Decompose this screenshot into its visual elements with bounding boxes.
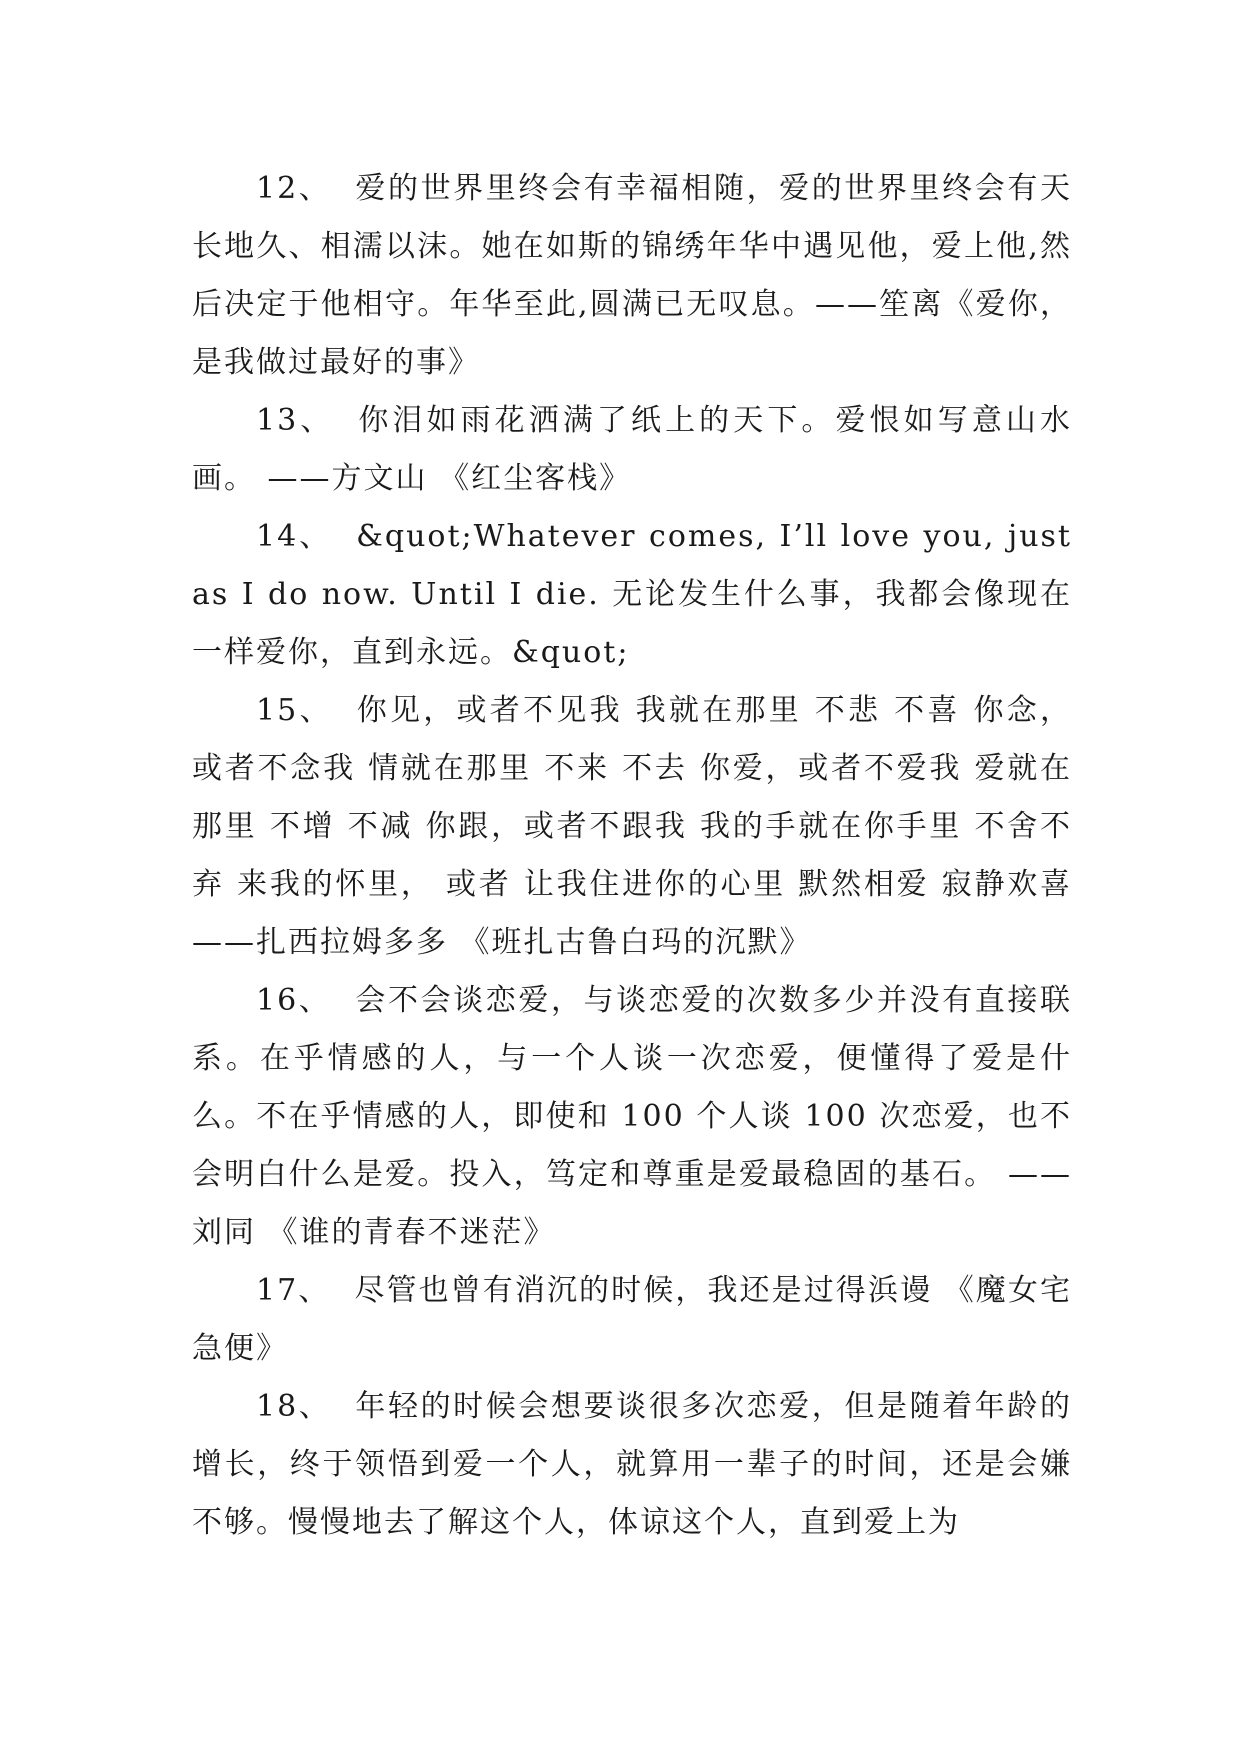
paragraph-13 (192, 392, 1072, 508)
paragraph-16 (192, 972, 1072, 1262)
paragraph-number: 15、 (256, 693, 333, 728)
paragraph-12 (192, 160, 1072, 392)
paragraph-text: 会不会谈恋爱，与谈恋爱的次数多少并没有直接联系。在乎情感的人，与一个人谈一次恋爱，便懂得了爱是什么。不在乎情感的人，即使和 100 个人谈 100 次恋爱，也不会明白什么是爱。投入，笃定和尊重是爱最稳固的基石。 ——刘同 《谁的青春不迷茫》 (192, 983, 1072, 1250)
paragraph-text: 尽管也曾有消沉的时候，我还是过得浜谩 《魔女宅急便》 (192, 1273, 1072, 1366)
document-body (192, 160, 1072, 1552)
paragraph-14 (192, 508, 1072, 682)
paragraph-number: 13、 (256, 403, 335, 438)
paragraph-text: &quot;Whatever comes, I’ll love you, just as I do now. Until I die. 无论发生什么事，我都会像现在一样爱你，直到永远。&quot; (192, 519, 1072, 670)
paragraph-number: 16、 (256, 983, 332, 1018)
paragraph-number: 12、 (256, 171, 332, 206)
paragraph-text: 年轻的时候会想要谈很多次恋爱，但是随着年龄的增长，终于领悟到爱一个人，就算用一辈子的时间，还是会嫌不够。慢慢地去了解这个人，体谅这个人，直到爱上为 (192, 1389, 1072, 1540)
paragraph-text: 爱的世界里终会有幸福相随，爱的世界里终会有天长地久、相濡以沫。她在如斯的锦绣年华中遇见他，爱上他,然后决定于他相守。年华至此,圆满已无叹息。——笙离《爱你，是我做过最好的事》 (192, 171, 1072, 380)
paragraph-number: 14、 (256, 519, 333, 554)
paragraph-15 (192, 682, 1072, 972)
paragraph-18 (192, 1378, 1072, 1552)
paragraph-number: 18、 (256, 1389, 332, 1424)
paragraph-number: 17、 (256, 1273, 331, 1308)
paragraph-text: 你见，或者不见我 我就在那里 不悲 不喜 你念，或者不念我 情就在那里 不来 不去 你爱，或者不爱我 爱就在那里 不增 不减 你跟，或者不跟我 我的手就在你手里 不舍不弃 来我的怀里， 或者 让我住进你的心里 默然相爱 寂静欢喜 ——扎西拉姆多多 《班扎古鲁白玛的沉默》 (192, 693, 1072, 960)
paragraph-text: 你泪如雨花洒满了纸上的天下。爱恨如写意山水画。 ——方文山 《红尘客栈》 (192, 403, 1072, 496)
paragraph-17 (192, 1262, 1072, 1378)
